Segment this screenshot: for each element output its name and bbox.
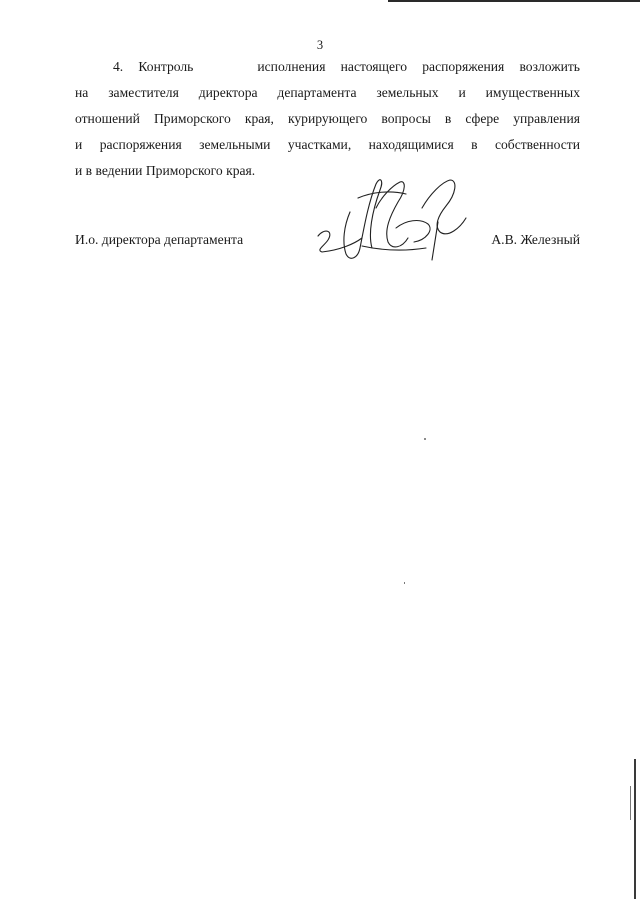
paragraph-line-4: и распоряжения земельными участками, находящимися в собственности (75, 137, 580, 152)
paragraph-line-1-rest: исполнения настоящего распоряжения возложить (257, 59, 581, 74)
paragraph-line-3: отношений Приморского края, курирующего вопросы в сфере управления (75, 111, 580, 126)
scan-speck (404, 582, 405, 584)
signer-title: И.о. директора департамента (75, 232, 244, 247)
paragraph-line-1-start: 4. Контроль (113, 59, 194, 74)
paragraph-4 (75, 54, 580, 184)
scan-edge-mark (634, 759, 636, 899)
page-number: 3 (316, 38, 324, 52)
paragraph-line-5: и в ведении Приморского края. (75, 163, 256, 178)
signer-name: А.В. Железный (491, 232, 580, 247)
paragraph-line-2: на заместителя директора департамента земельных и имущественных (75, 85, 580, 100)
scan-edge-mark (630, 786, 631, 820)
top-edge-rule (388, 0, 640, 2)
paragraph-line-1 (75, 54, 580, 80)
handwritten-signature (310, 168, 470, 268)
scan-speck (424, 438, 426, 440)
